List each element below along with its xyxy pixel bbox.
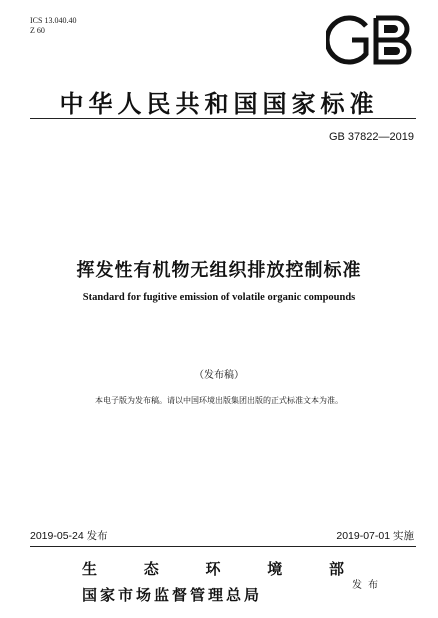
bottom-divider <box>30 546 416 547</box>
release-date: 2019-05-24 发布 <box>30 530 108 542</box>
draft-label: （发布稿） <box>194 370 244 381</box>
issued-label: 发布 <box>352 580 384 591</box>
standard-type-title: 中华人民共和国国家标准 <box>59 90 379 118</box>
implement-date: 2019-07-01 实施 <box>336 530 414 542</box>
document-title-zh: 挥发性有机物无组织排放控制标准 <box>76 260 362 281</box>
ics-code: ICS 13.040.40 <box>30 16 77 25</box>
issuer-ministry-char: 环 <box>205 560 221 578</box>
issuer-samr: 国家市场监督管理总局 <box>82 586 263 604</box>
release-note: 本电子版为发布稿。请以中国环境出版集团出版的正式标准文本为准。 <box>95 396 343 405</box>
issuer-ministry-char: 境 <box>267 560 283 578</box>
issuer-ministry-char: 生 <box>82 560 98 578</box>
document-title-en: Standard for fugitive emission of volatile organic compounds <box>82 292 356 303</box>
gb-logo <box>326 12 416 68</box>
classification-codes <box>30 16 76 36</box>
top-divider <box>30 118 416 119</box>
issuer-ministry <box>82 558 344 579</box>
issuer-ministry-char: 态 <box>143 560 159 578</box>
issuer-ministry-char: 部 <box>328 560 344 578</box>
class-code: Z 60 <box>30 26 45 35</box>
standard-number: GB 37822—2019 <box>328 131 414 143</box>
